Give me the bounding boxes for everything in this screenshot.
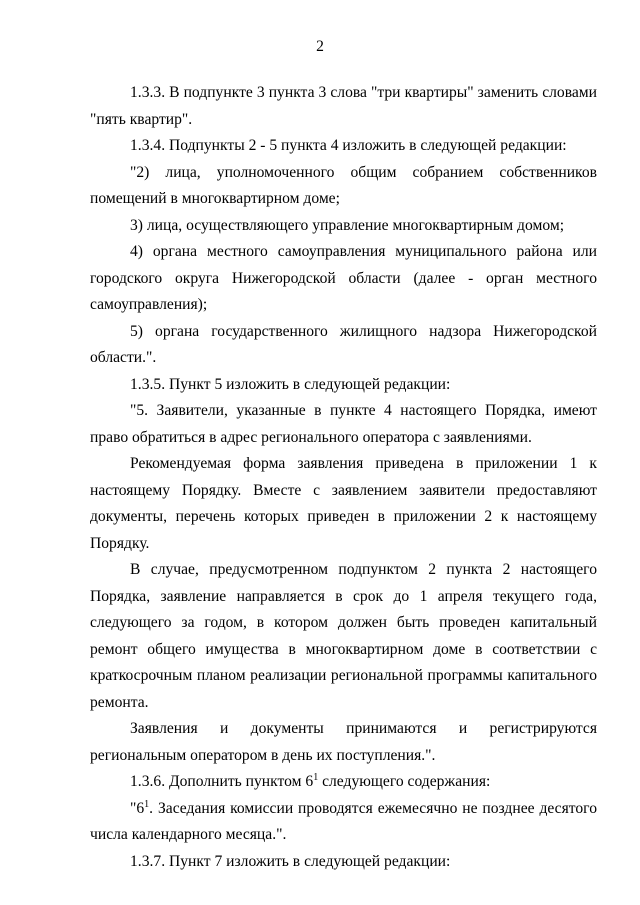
paragraph-1-3-7: 1.3.7. Пункт 7 изложить в следующей редакции: [130, 852, 451, 870]
paragraph-1-3-3: 1.3.3. В подпункте 3 пункта 3 слова "три квартиры" заменить словами "пять квартир". [90, 84, 597, 128]
paragraph-1-3-6 [90, 769, 597, 796]
paragraph-item-2: "2) лица, уполномоченного общим собранием собственников помещений в многоквартирном доме; [90, 163, 597, 207]
paragraph-point-6-1 [90, 796, 597, 849]
paragraph-recommended-form: Рекомендуемая форма заявления приведена в приложении 1 к настоящему Порядку. Вместе с заявлением заявители предоставляют документы, перечень которых приведен в приложении 2 к настоящему Порядку. [90, 455, 597, 552]
paragraph-1-3-6-text-after: следующего содержания: [318, 773, 491, 790]
paragraph-point-6-1-text-after: . Заседания комиссии проводятся ежемесячно не позднее десятого числа календарного месяца.". [90, 799, 597, 843]
superscript-1: 1 [313, 772, 319, 783]
paragraph-item-4: 4) органа местного самоуправления муниципального района или городского округа Нижегородской области (далее - орган местного самоуправления); [90, 243, 597, 313]
paragraph-1-3-6-text-before: 1.3.6. Дополнить пунктом 6 [130, 773, 314, 790]
paragraph-point-6-1-text-before: "6 [130, 799, 145, 817]
document-body [90, 80, 597, 875]
paragraph-1-3-5: 1.3.5. Пункт 5 изложить в следующей редакции: [130, 375, 451, 393]
page-number: 2 [316, 38, 324, 55]
paragraph-deadline: В случае, предусмотренном подпунктом 2 пункта 2 настоящего Порядка, заявление направляется в срок до 1 апреля текущего года, следующего за годом, в котором должен быть проведен капитальный ремонт общего имущества в многоквартирном доме в соответствии с краткосрочным планом реализации региональной программы капитального ремонта. [90, 561, 597, 711]
paragraph-point-5: "5. Заявители, указанные в пункте 4 настоящего Порядка, имеют право обратиться в адрес регионального оператора с заявлениями. [90, 402, 597, 446]
paragraph-item-5: 5) органа государственного жилищного надзора Нижегородской области.". [90, 322, 597, 366]
paragraph-1-3-4: 1.3.4. Подпункты 2 - 5 пункта 4 изложить в следующей редакции: [130, 137, 567, 154]
paragraph-registration: Заявления и документы принимаются и регистрируются региональным оператором в день их поступления.". [90, 720, 597, 764]
superscript-1: 1 [144, 798, 150, 810]
paragraph-item-3: 3) лица, осуществляющего управление многоквартирным домом; [130, 216, 565, 234]
